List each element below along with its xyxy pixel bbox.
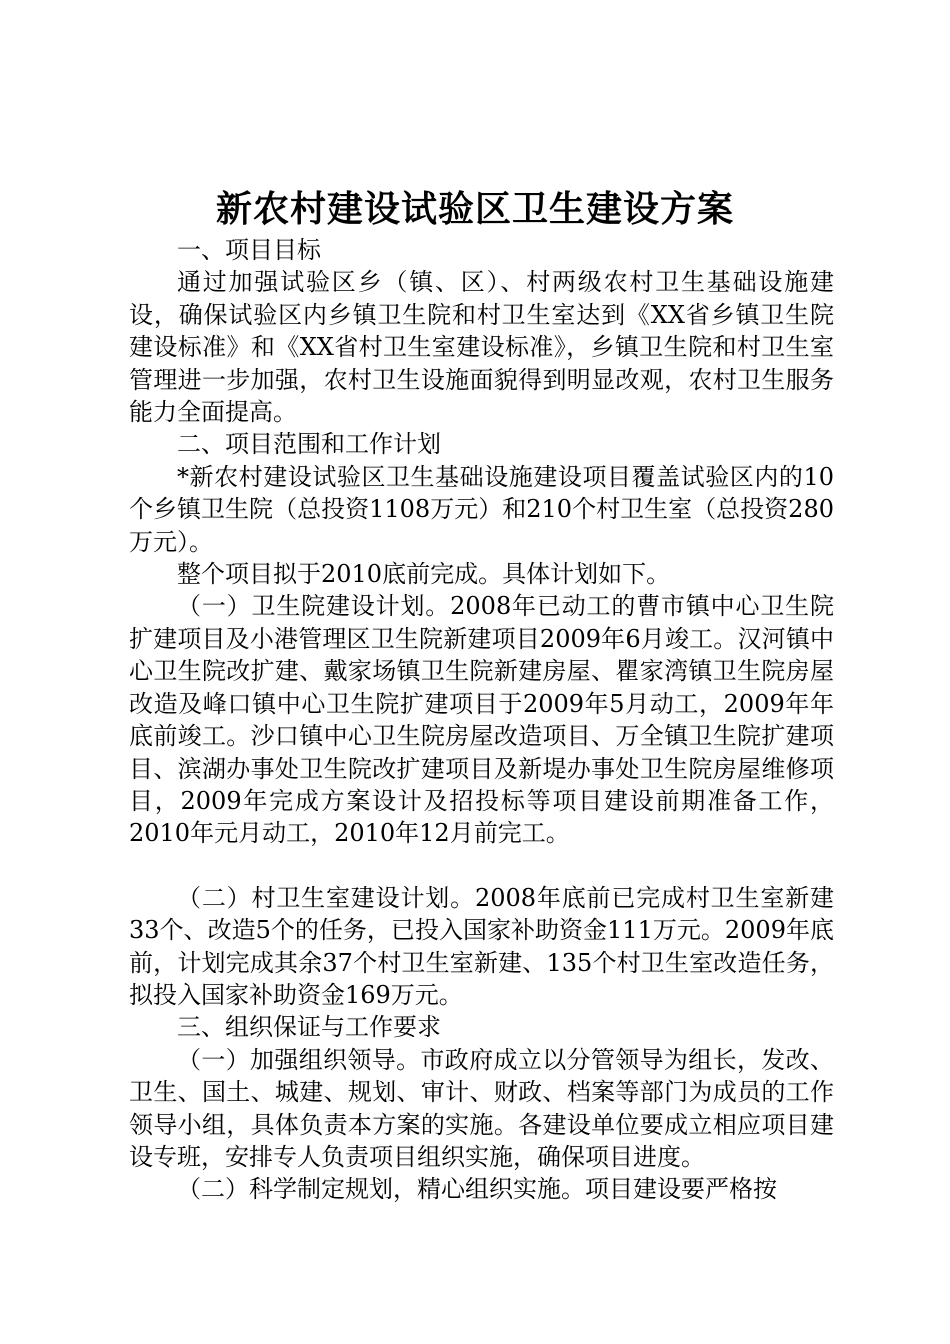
- document-body: [129, 234, 834, 1206]
- section-heading-3: 三、组织保证与工作要求: [177, 1013, 441, 1042]
- paragraph-clinic-plan: （二）村卫生室建设计划。2008年底前已完成村卫生室新建33个、改造5个的任务，已投入国家补助资金111万元。2009年底前，计划完成其余37个村卫生室新建、135个村卫生室改造任务，拟投入国家补助资金169万元。: [129, 883, 834, 1009]
- section-heading-1: 一、项目目标: [177, 236, 321, 264]
- paragraph-scope: *新农村建设试验区卫生基础设施建设项目覆盖试验区内的10个乡镇卫生院（总投资1108万元）和210个村卫生室（总投资280万元）。: [129, 462, 834, 556]
- section-heading-2: 二、项目范围和工作计划: [177, 430, 441, 459]
- paragraph-organization: （一）加强组织领导。市政府成立以分管领导为组长，发改、卫生、国土、城建、规划、审计、财政、档案等部门为成员的工作领导小组，具体负责本方案的实施。各建设单位要成立相应项目建设专班，安排专人负责项目组织实施，确保项目进度。: [129, 1045, 834, 1171]
- paragraph-hospital-plan: （一）卫生院建设计划。2008年已动工的曹市镇中心卫生院扩建项目及小港管理区卫生院新建项目2009年6月竣工。汉河镇中心卫生院改扩建、戴家场镇卫生院新建房屋、瞿家湾镇卫生院房屋改造及峰口镇中心卫生院扩建项目于2009年5月动工，2009年年底前竣工。沙口镇中心卫生院房屋改造项目、万全镇卫生院扩建项目、滨湖办事处卫生院改扩建项目及新堤办事处卫生院房屋维修项目，2009年完成方案设计及招投标等项目建设前期准备工作，2010年元月动工，2010年12月前完工。: [129, 592, 834, 848]
- paragraph-planning: （二）科学制定规划，精心组织实施。项目建设要严格按: [177, 1175, 777, 1204]
- paragraph-project-goal: 通过加强试验区乡（镇、区）、村两级农村卫生基础设施建设，确保试验区内乡镇卫生院和村卫生室达到《XX省乡镇卫生院建设标准》和《XX省村卫生室建设标准》，乡镇卫生院和村卫生室管理进一步加强，农村卫生设施面貌得到明显改观，农村卫生服务能力全面提高。: [129, 268, 834, 427]
- document-title: 新农村建设试验区卫生建设方案: [215, 188, 734, 230]
- paragraph-schedule: 整个项目拟于2010底前完成。具体计划如下。: [177, 560, 671, 589]
